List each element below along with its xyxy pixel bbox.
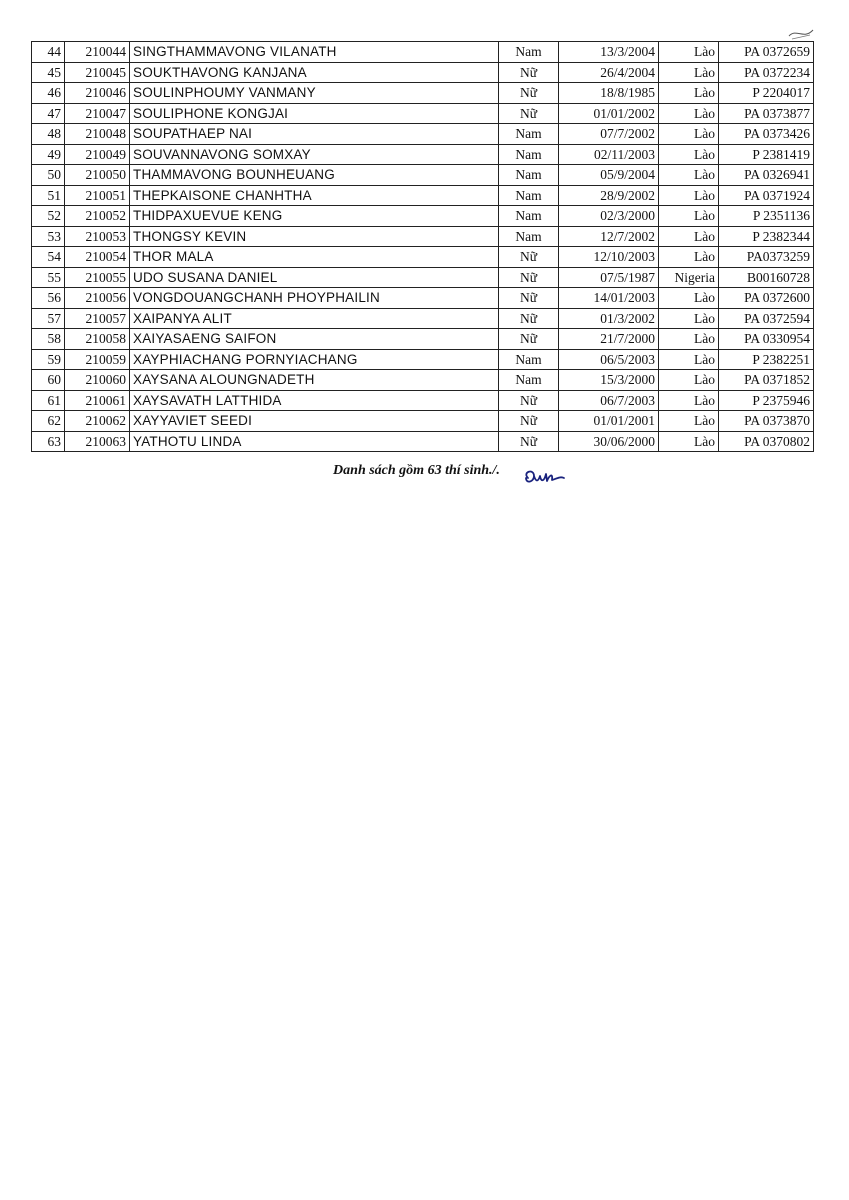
birth-date-cell: 02/11/2003 xyxy=(559,144,659,165)
birth-date-cell: 21/7/2000 xyxy=(559,329,659,350)
candidate-id-cell: 210063 xyxy=(65,431,130,452)
passport-number-cell: PA 0372600 xyxy=(719,288,814,309)
nationality-cell: Lào xyxy=(659,42,719,63)
nationality-cell: Lào xyxy=(659,124,719,145)
gender-cell: Nữ xyxy=(499,103,559,124)
birth-date-cell: 18/8/1985 xyxy=(559,83,659,104)
candidate-id-cell: 210054 xyxy=(65,247,130,268)
birth-date-cell: 05/9/2004 xyxy=(559,165,659,186)
nationality-cell: Lào xyxy=(659,349,719,370)
nationality-cell: Lào xyxy=(659,431,719,452)
gender-cell: Nam xyxy=(499,206,559,227)
birth-date-cell: 01/01/2001 xyxy=(559,411,659,432)
birth-date-cell: 07/7/2002 xyxy=(559,124,659,145)
birth-date-cell: 12/7/2002 xyxy=(559,226,659,247)
passport-number-cell: PA 0326941 xyxy=(719,165,814,186)
birth-date-cell: 06/7/2003 xyxy=(559,390,659,411)
table-row xyxy=(32,124,814,145)
table-row xyxy=(32,185,814,206)
candidate-name-cell: THOR MALA xyxy=(130,247,499,268)
table-row xyxy=(32,226,814,247)
candidate-name-cell: SOUPATHAEP NAI xyxy=(130,124,499,145)
gender-cell: Nam xyxy=(499,42,559,63)
candidate-id-cell: 210050 xyxy=(65,165,130,186)
row-number-cell: 63 xyxy=(32,431,65,452)
candidate-table xyxy=(31,41,814,452)
nationality-cell: Lào xyxy=(659,206,719,227)
passport-number-cell: PA 0371924 xyxy=(719,185,814,206)
passport-number-cell: PA 0373870 xyxy=(719,411,814,432)
passport-number-cell: PA 0372594 xyxy=(719,308,814,329)
nationality-cell: Nigeria xyxy=(659,267,719,288)
candidate-name-cell: THEPKAISONE CHANHTHA xyxy=(130,185,499,206)
table-row xyxy=(32,411,814,432)
birth-date-cell: 28/9/2002 xyxy=(559,185,659,206)
table-row xyxy=(32,206,814,227)
table-row xyxy=(32,103,814,124)
candidate-name-cell: YATHOTU LINDA xyxy=(130,431,499,452)
row-number-cell: 50 xyxy=(32,165,65,186)
table-row xyxy=(32,144,814,165)
candidate-id-cell: 210047 xyxy=(65,103,130,124)
table-row xyxy=(32,165,814,186)
candidate-id-cell: 210045 xyxy=(65,62,130,83)
table-row xyxy=(32,308,814,329)
candidate-id-cell: 210060 xyxy=(65,370,130,391)
gender-cell: Nam xyxy=(499,185,559,206)
table-row xyxy=(32,83,814,104)
candidate-count-note: Danh sách gồm 63 thí sinh./. xyxy=(333,463,500,478)
passport-number-cell: P 2382344 xyxy=(719,226,814,247)
gender-cell: Nữ xyxy=(499,83,559,104)
candidate-id-cell: 210046 xyxy=(65,83,130,104)
birth-date-cell: 02/3/2000 xyxy=(559,206,659,227)
candidate-name-cell: UDO SUSANA DANIEL xyxy=(130,267,499,288)
candidate-id-cell: 210051 xyxy=(65,185,130,206)
row-number-cell: 47 xyxy=(32,103,65,124)
passport-number-cell: PA0373259 xyxy=(719,247,814,268)
candidate-name-cell: SOULIPHONE KONGJAI xyxy=(130,103,499,124)
birth-date-cell: 01/3/2002 xyxy=(559,308,659,329)
row-number-cell: 52 xyxy=(32,206,65,227)
candidate-id-cell: 210059 xyxy=(65,349,130,370)
candidate-id-cell: 210052 xyxy=(65,206,130,227)
candidate-name-cell: XAIPANYA ALIT xyxy=(130,308,499,329)
candidate-name-cell: THAMMAVONG BOUNHEUANG xyxy=(130,165,499,186)
birth-date-cell: 15/3/2000 xyxy=(559,370,659,391)
passport-number-cell: PA 0372234 xyxy=(719,62,814,83)
row-number-cell: 51 xyxy=(32,185,65,206)
passport-number-cell: PA 0330954 xyxy=(719,329,814,350)
candidate-id-cell: 210058 xyxy=(65,329,130,350)
candidate-name-cell: THIDPAXUEVUE KENG xyxy=(130,206,499,227)
candidate-name-cell: XAYPHIACHANG PORNYIACHANG xyxy=(130,349,499,370)
row-number-cell: 58 xyxy=(32,329,65,350)
candidate-id-cell: 210049 xyxy=(65,144,130,165)
table-row xyxy=(32,329,814,350)
row-number-cell: 48 xyxy=(32,124,65,145)
passport-number-cell: P 2375946 xyxy=(719,390,814,411)
passport-number-cell: PA 0373426 xyxy=(719,124,814,145)
nationality-cell: Lào xyxy=(659,308,719,329)
gender-cell: Nam xyxy=(499,124,559,145)
gender-cell: Nữ xyxy=(499,329,559,350)
nationality-cell: Lào xyxy=(659,62,719,83)
table-row xyxy=(32,267,814,288)
passport-number-cell: PA 0372659 xyxy=(719,42,814,63)
gender-cell: Nữ xyxy=(499,267,559,288)
candidate-id-cell: 210057 xyxy=(65,308,130,329)
candidate-name-cell: XAIYASAENG SAIFON xyxy=(130,329,499,350)
gender-cell: Nam xyxy=(499,370,559,391)
nationality-cell: Lào xyxy=(659,247,719,268)
gender-cell: Nam xyxy=(499,165,559,186)
table-row xyxy=(32,288,814,309)
row-number-cell: 61 xyxy=(32,390,65,411)
table-row xyxy=(32,349,814,370)
table-row xyxy=(32,62,814,83)
passport-number-cell: PA 0371852 xyxy=(719,370,814,391)
gender-cell: Nữ xyxy=(499,62,559,83)
candidate-name-cell: XAYSANA ALOUNGNADETH xyxy=(130,370,499,391)
nationality-cell: Lào xyxy=(659,288,719,309)
table-row xyxy=(32,247,814,268)
candidate-name-cell: SOUKTHAVONG KANJANA xyxy=(130,62,499,83)
table-row xyxy=(32,42,814,63)
candidate-name-cell: SOULINPHOUMY VANMANY xyxy=(130,83,499,104)
nationality-cell: Lào xyxy=(659,370,719,391)
candidate-name-cell: VONGDOUANGCHANH PHOYPHAILIN xyxy=(130,288,499,309)
birth-date-cell: 06/5/2003 xyxy=(559,349,659,370)
candidate-id-cell: 210061 xyxy=(65,390,130,411)
birth-date-cell: 01/01/2002 xyxy=(559,103,659,124)
gender-cell: Nam xyxy=(499,226,559,247)
candidate-name-cell: SOUVANNAVONG SOMXAY xyxy=(130,144,499,165)
nationality-cell: Lào xyxy=(659,390,719,411)
row-number-cell: 57 xyxy=(32,308,65,329)
row-number-cell: 54 xyxy=(32,247,65,268)
handwritten-signature xyxy=(520,466,568,488)
table-row xyxy=(32,370,814,391)
row-number-cell: 59 xyxy=(32,349,65,370)
candidate-id-cell: 210062 xyxy=(65,411,130,432)
row-number-cell: 49 xyxy=(32,144,65,165)
nationality-cell: Lào xyxy=(659,185,719,206)
row-number-cell: 53 xyxy=(32,226,65,247)
nationality-cell: Lào xyxy=(659,411,719,432)
nationality-cell: Lào xyxy=(659,83,719,104)
gender-cell: Nữ xyxy=(499,247,559,268)
birth-date-cell: 12/10/2003 xyxy=(559,247,659,268)
passport-number-cell: B00160728 xyxy=(719,267,814,288)
gender-cell: Nữ xyxy=(499,288,559,309)
candidate-id-cell: 210044 xyxy=(65,42,130,63)
birth-date-cell: 26/4/2004 xyxy=(559,62,659,83)
gender-cell: Nữ xyxy=(499,411,559,432)
gender-cell: Nữ xyxy=(499,308,559,329)
candidate-name-cell: XAYYAVIET SEEDI xyxy=(130,411,499,432)
row-number-cell: 45 xyxy=(32,62,65,83)
gender-cell: Nữ xyxy=(499,390,559,411)
birth-date-cell: 30/06/2000 xyxy=(559,431,659,452)
candidate-name-cell: XAYSAVATH LATTHIDA xyxy=(130,390,499,411)
candidate-table-body xyxy=(32,42,814,452)
row-number-cell: 46 xyxy=(32,83,65,104)
table-row xyxy=(32,390,814,411)
passport-number-cell: P 2381419 xyxy=(719,144,814,165)
nationality-cell: Lào xyxy=(659,144,719,165)
table-row xyxy=(32,431,814,452)
row-number-cell: 62 xyxy=(32,411,65,432)
candidate-id-cell: 210048 xyxy=(65,124,130,145)
row-number-cell: 60 xyxy=(32,370,65,391)
nationality-cell: Lào xyxy=(659,103,719,124)
row-number-cell: 56 xyxy=(32,288,65,309)
candidate-id-cell: 210056 xyxy=(65,288,130,309)
gender-cell: Nam xyxy=(499,144,559,165)
passport-number-cell: P 2204017 xyxy=(719,83,814,104)
nationality-cell: Lào xyxy=(659,226,719,247)
candidate-id-cell: 210053 xyxy=(65,226,130,247)
footer xyxy=(0,461,849,479)
corner-scribble-mark xyxy=(786,26,816,42)
candidate-name-cell: SINGTHAMMAVONG VILANATH xyxy=(130,42,499,63)
candidate-id-cell: 210055 xyxy=(65,267,130,288)
passport-number-cell: P 2382251 xyxy=(719,349,814,370)
row-number-cell: 55 xyxy=(32,267,65,288)
gender-cell: Nữ xyxy=(499,431,559,452)
passport-number-cell: PA 0370802 xyxy=(719,431,814,452)
birth-date-cell: 14/01/2003 xyxy=(559,288,659,309)
nationality-cell: Lào xyxy=(659,329,719,350)
candidate-name-cell: THONGSY KEVIN xyxy=(130,226,499,247)
birth-date-cell: 13/3/2004 xyxy=(559,42,659,63)
nationality-cell: Lào xyxy=(659,165,719,186)
passport-number-cell: P 2351136 xyxy=(719,206,814,227)
birth-date-cell: 07/5/1987 xyxy=(559,267,659,288)
passport-number-cell: PA 0373877 xyxy=(719,103,814,124)
gender-cell: Nam xyxy=(499,349,559,370)
row-number-cell: 44 xyxy=(32,42,65,63)
